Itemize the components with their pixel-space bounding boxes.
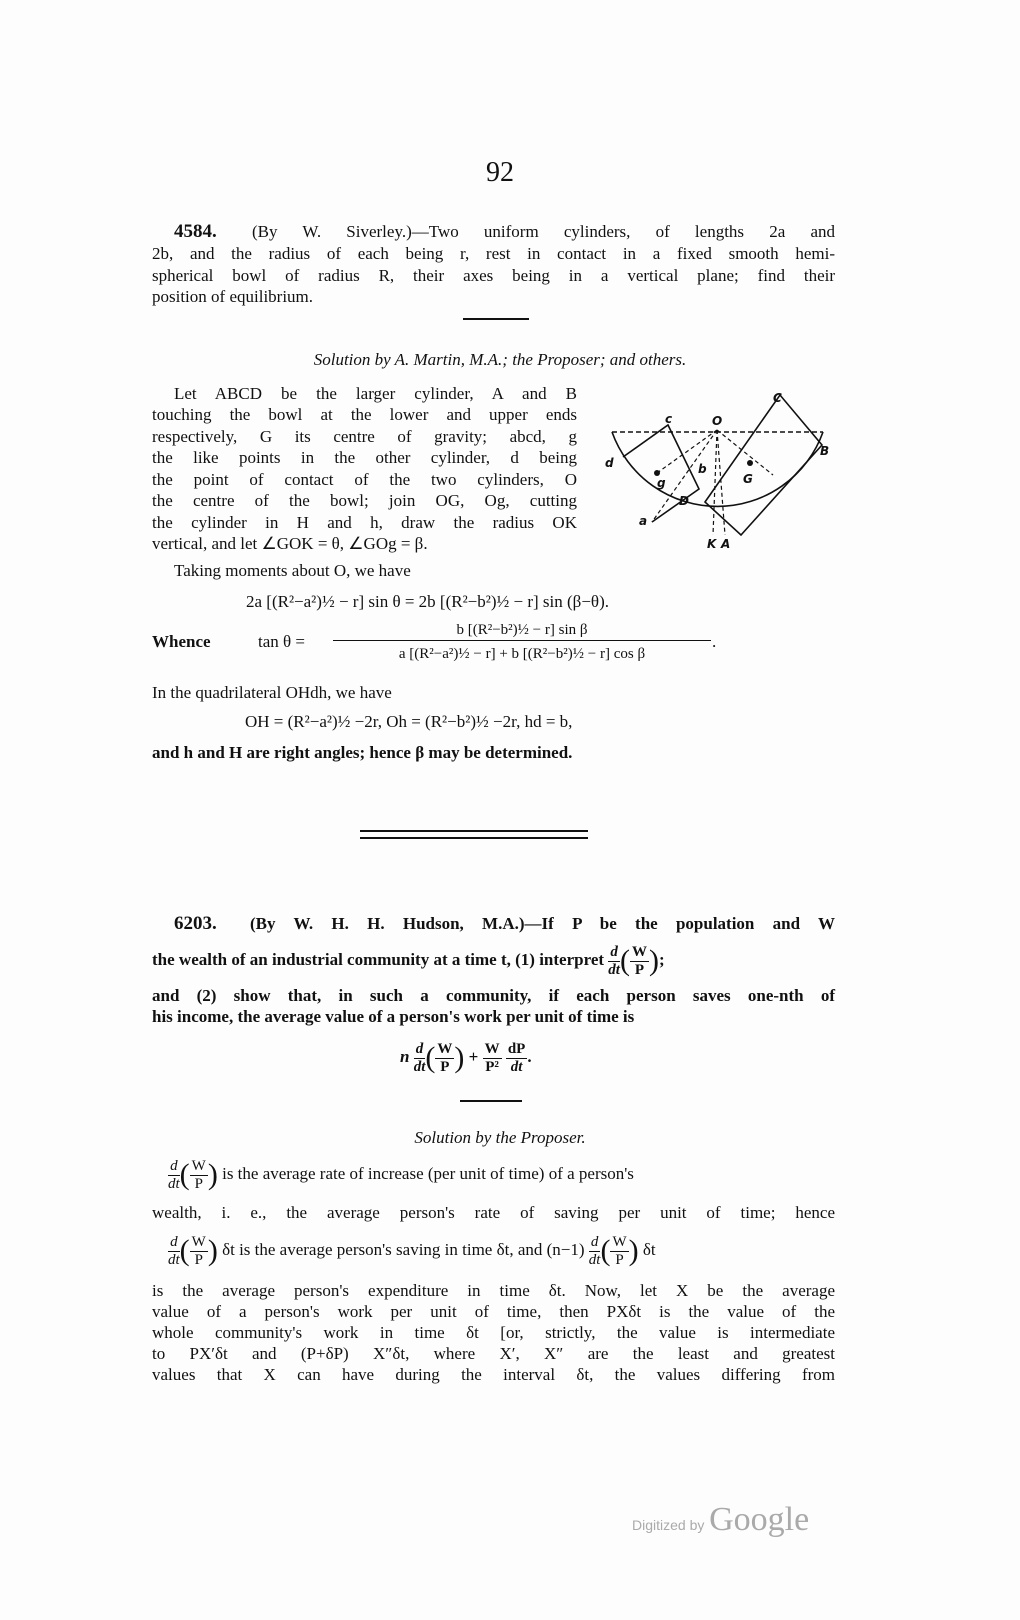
solution-heading: Solution by the Proposer. xyxy=(414,1128,586,1147)
diagram-label: G xyxy=(743,472,753,486)
solution-text: touching the bowl at the lower and upper ends xyxy=(152,405,577,424)
solution-text: $\frac{d}{dt}$ ( $\frac{W}{P}$ ) δt is the average person's saving in time δt, and (n−1) $\frac{d}{dt}$ ( $\frac{W}{P}$ ) δt xyxy=(168,1233,656,1268)
diagram-label: O xyxy=(712,414,723,428)
solution-text: Taking moments about O, we have xyxy=(174,561,411,580)
solution-text: and h and H are right angles; hence β may be determined. xyxy=(152,743,573,762)
solution-text: vertical, and let ∠GOK = θ, ∠GOg = β. xyxy=(152,534,428,553)
problem-text-line: the wealth of an industrial community at a time t, (1) interpret xyxy=(152,950,605,969)
section-divider xyxy=(360,837,588,839)
solution-text: Let ABCD be the larger cylinder, A and B xyxy=(174,384,577,403)
problem-text: the wealth of an industrial community at a time t, (1) interpret $\frac{d}{dt}$ ( $\frac{W}{P}$ ); xyxy=(152,943,665,978)
tan-end: . xyxy=(712,632,717,651)
equation-quadrilateral: OH = (R²−a²)½ −2r, Oh = (R²−b²)½ −2r, hd = b, xyxy=(245,712,573,731)
problem-text: (By W. Siverley.)—Two uniform cylinders, of lengths 2a and xyxy=(252,222,835,241)
digitized-by-google-watermark: Digitized by Google xyxy=(632,1501,810,1538)
solution-text: the cylinder in H and h, draw the radius OK xyxy=(152,513,577,532)
problem-text: and (2) show that, in such a community, if each person saves one-nth of xyxy=(152,986,835,1005)
diagram-label: C xyxy=(773,391,782,405)
whence-label: Whence xyxy=(152,632,211,651)
section-divider xyxy=(360,830,588,832)
diagram-label: c xyxy=(665,412,673,426)
page-number: 92 xyxy=(486,157,514,188)
solution-text: wealth, i. e., the average person's rate of saving per unit of time; hence xyxy=(152,1203,835,1222)
solution-heading: Solution by A. Martin, M.A.; the Proposer; and others. xyxy=(313,350,687,369)
tan-denominator: a [(R²−a²)½ − r] + b [(R²−b²)½ − r] cos β xyxy=(398,646,646,662)
solution-text: In the quadrilateral OHdh, we have xyxy=(152,683,392,702)
solution-text: the like points in the other cylinder, d being xyxy=(152,448,577,467)
problem-text: 2b, and the radius of each being r, rest in contact in a fixed smooth hemi- xyxy=(152,244,835,263)
diagram-label: D xyxy=(679,494,689,508)
divider xyxy=(463,318,529,320)
solution-text: to PX′δt and (P+δP) X″δt, where X′, X″ are the least and greatest xyxy=(152,1344,835,1363)
solution-text: respectively, G its centre of gravity; abcd, g xyxy=(152,427,577,446)
tan-numerator: b [(R²−b²)½ − r] sin β xyxy=(333,620,711,641)
problem-text: spherical bowl of radius R, their axes being in a vertical plane; find their xyxy=(152,266,835,285)
diagram-label: A xyxy=(721,537,731,551)
work-value-formula: n $\frac{d}{dt}$ ( $\frac{W}{P}$ ) + $\frac{W}{\text{P²}}$ $\frac{dP}{dt}$ . xyxy=(400,1040,532,1075)
d-dt-fraction: $\frac{d}{dt}$ xyxy=(608,943,620,978)
solution-text: whole community's work in time δt [or, strictly, the value is intermediate xyxy=(152,1323,835,1342)
diagram-label: K xyxy=(707,537,717,551)
solution-text: value of a person's work per unit of time, then PXδt is the value of the xyxy=(152,1302,835,1321)
diagram-label: g xyxy=(657,476,666,490)
solution-text: the centre of the bowl; join OG, Og, cutting xyxy=(152,491,577,510)
diagram-label: B xyxy=(820,444,830,458)
w-over-p: $\frac{W}{P}$ xyxy=(631,943,647,978)
solution-text: values that X can have during the interval δt, the values differing from xyxy=(152,1365,835,1384)
equation-moments: 2a [(R²−a²)½ − r] sin θ = 2b [(R²−b²)½ − r] sin (β−θ). xyxy=(246,592,609,611)
problem-text: position of equilibrium. xyxy=(152,287,314,306)
solution-text: $\frac{d}{dt}$ ( $\frac{W}{P}$ ) is the average rate of increase (per unit of time) of a person's xyxy=(168,1157,634,1192)
problem-text: (By W. H. H. Hudson, M.A.)—If P be the population and W xyxy=(250,914,835,933)
diagram-label: d xyxy=(605,456,614,470)
cylinders-in-bowl-diagram xyxy=(595,385,835,555)
problem-number-6203: 6203. xyxy=(174,913,217,934)
problem-text: his income, the average value of a person's work per unit of time is xyxy=(152,1007,635,1026)
diagram-label: a xyxy=(639,514,648,528)
diagram-label: b xyxy=(698,462,707,476)
divider xyxy=(460,1100,522,1102)
tan-lhs: tan θ = xyxy=(258,632,305,651)
solution-text: the point of contact of the two cylinders, O xyxy=(152,470,577,489)
problem-number-4584: 4584. xyxy=(174,221,217,242)
solution-text: is the average person's expenditure in time δt. Now, let X be the average xyxy=(152,1281,835,1300)
